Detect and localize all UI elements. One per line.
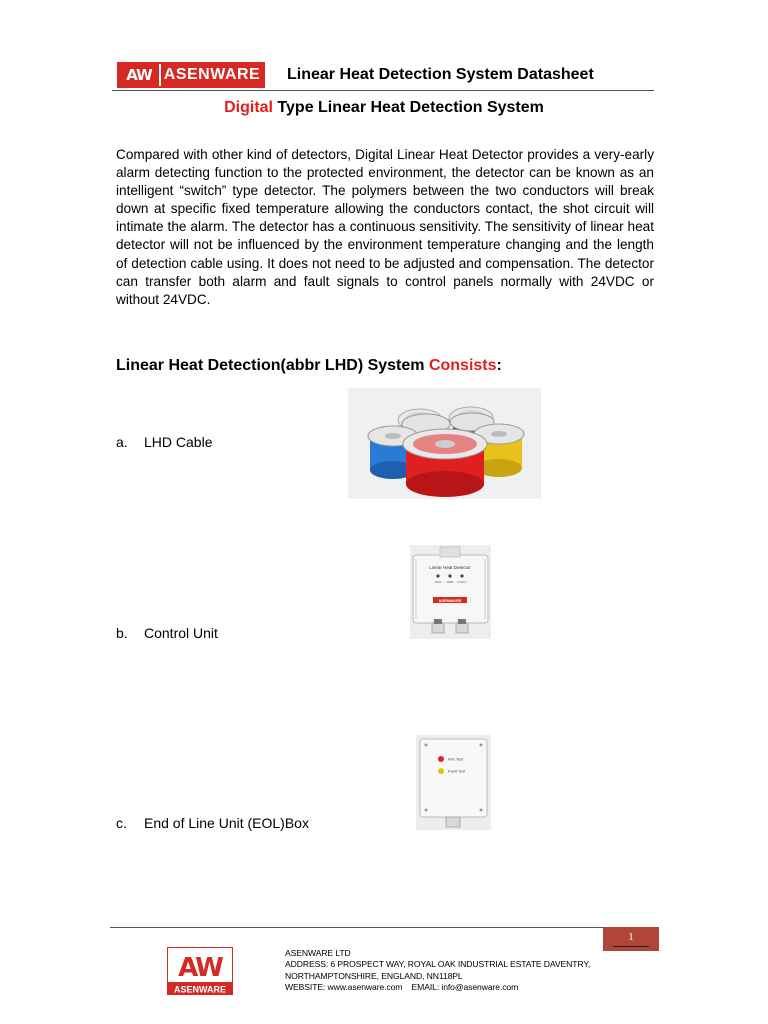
- header-divider: [112, 90, 654, 91]
- footer-email: EMAIL: info@asenware.com: [411, 982, 519, 993]
- led-fire-test-text: Fire Test: [448, 756, 464, 762]
- logo-word: ASENWARE: [161, 64, 263, 86]
- control-unit-brand-text: ASENWARE: [438, 597, 462, 603]
- footer-asenware-logo: [167, 947, 233, 995]
- footer-logo-mark: AW: [178, 953, 222, 983]
- control-unit-image: [410, 545, 491, 639]
- intro-paragraph: Compared with other kind of detectors, Digital Linear Heat Detector provides a very-early alarm detecting function to the protected environment, the detector can be known as an intelligent “switch” type detector. The polymers between the two conductors will break down at specific fixed temperature allowing the conductors contact, the shot circuit will intimate the alarm. The detector has a continuous sensitivity. The sensitivity of linear heat detector will not be influenced by the environment temperature changing and the length of detection cable using. It does not need to be adjusted and compensation. The detector can transfer both alarm and fault signals to control panels normally with 24VDC or without 24VDC.: [116, 147, 654, 307]
- asenware-logo: [117, 62, 265, 88]
- led-fault-test-text: Fault Test: [448, 768, 466, 774]
- page-title: [0, 99, 768, 117]
- item-lhd-cable: [116, 434, 212, 450]
- footer-address-line1: ADDRESS: 6 PROSPECT WAY, ROYAL OAK INDUSTRIAL ESTATE DAVENTRY,: [285, 959, 591, 970]
- item-label: Control Unit: [144, 625, 218, 641]
- page-number-box: [603, 927, 659, 951]
- item-letter: a.: [116, 434, 128, 450]
- item-letter: b.: [116, 625, 128, 641]
- footer-web-email: [285, 982, 590, 993]
- item-eol-box: [116, 815, 309, 831]
- section-heading-start: Linear Heat Detection(abbr LHD) System: [116, 357, 429, 374]
- lhd-cable-photo: [348, 388, 541, 499]
- header-title: Linear Heat Detection System Datasheet: [287, 66, 594, 83]
- footer-website: WEBSITE: www.asenware.com: [285, 982, 403, 993]
- page-number: 1: [628, 931, 634, 943]
- item-label: End of Line Unit (EOL)Box: [144, 815, 309, 831]
- eol-box-photo: [416, 735, 491, 830]
- item-label: LHD Cable: [144, 434, 213, 450]
- eol-box-image: [416, 735, 491, 830]
- indicator-fault-text: FAULT: [457, 580, 467, 584]
- footer-logo-word: ASENWARE: [173, 984, 227, 995]
- page-number-underline: [613, 946, 649, 947]
- section-heading: [116, 357, 502, 375]
- item-control-unit: [116, 625, 218, 641]
- logo-mark: AW: [119, 64, 159, 86]
- panel-title-text: Linear Heat Detector: [429, 565, 471, 570]
- footer-address-line2: NORTHAMPTONSHIRE, ENGLAND, NN118PL: [285, 970, 463, 981]
- item-letter: c.: [116, 815, 127, 831]
- footer-company: ASENWARE LTD: [285, 948, 351, 958]
- section-heading-accent: Consists: [428, 357, 497, 374]
- control-unit-photo: [410, 545, 491, 639]
- footer-logo-image: [167, 947, 233, 995]
- page-title-rest: Type Linear Heat Detection System: [272, 99, 544, 116]
- section-heading-end: :: [496, 357, 502, 374]
- page-title-accent: Digital: [224, 99, 273, 116]
- footer-divider: [110, 927, 658, 928]
- indicator-run-text: RUN: [434, 580, 442, 584]
- footer-contact: [285, 948, 590, 994]
- indicator-fire-text: FIRE: [446, 580, 454, 584]
- cable-reels-image: [348, 388, 541, 499]
